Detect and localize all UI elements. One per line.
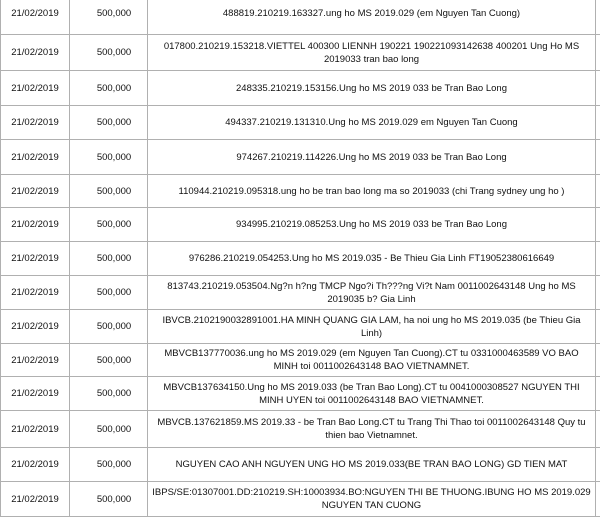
table-row	[1, 448, 600, 482]
row-edge	[596, 175, 600, 208]
table-row	[1, 35, 600, 71]
table-row	[1, 411, 600, 448]
table-row	[1, 310, 600, 344]
table-row	[1, 242, 600, 276]
row-edge	[596, 482, 600, 517]
row-edge	[596, 106, 600, 140]
row-edge	[596, 242, 600, 276]
row-description: 813743.210219.053504.Ng?n h?ng TMCP Ngo?i Th???ng Vi?t Nam 0011002643148 Ung ho MS 2019035 b? Gia Linh	[148, 276, 596, 310]
row-edge	[596, 35, 600, 71]
table-row	[1, 71, 600, 106]
table-row	[1, 175, 600, 208]
row-amount: 500,000	[70, 448, 148, 482]
row-amount: 500,000	[70, 276, 148, 310]
table-row	[1, 276, 600, 310]
row-description: MBVCB137634150.Ung ho MS 2019.033 (be Tran Bao Long).CT tu 0041000308527 NGUYEN THI MINH UYEN toi 0011002643148 BAO VIETNAMNET.	[148, 377, 596, 411]
row-description: 494337.210219.131310.Ung ho MS 2019.029 em Nguyen Tan Cuong	[148, 106, 596, 140]
row-date: 21/02/2019	[1, 276, 70, 310]
row-edge	[596, 71, 600, 106]
row-edge	[596, 377, 600, 411]
row-amount: 500,000	[70, 208, 148, 242]
row-description: 248335.210219.153156.Ung ho MS 2019 033 be Tran Bao Long	[148, 71, 596, 106]
row-edge	[596, 0, 600, 35]
row-date: 21/02/2019	[1, 411, 70, 448]
row-edge	[596, 344, 600, 377]
row-description: IBVCB.2102190032891001.HA MINH QUANG GIA LAM, ha noi ung ho MS 2019.035 (be Thieu Gia Linh)	[148, 310, 596, 344]
row-edge	[596, 310, 600, 344]
row-date: 21/02/2019	[1, 71, 70, 106]
row-description: 934995.210219.085253.Ung ho MS 2019 033 be Tran Bao Long	[148, 208, 596, 242]
row-amount: 500,000	[70, 344, 148, 377]
row-edge	[596, 411, 600, 448]
row-description: 974267.210219.114226.Ung ho MS 2019 033 be Tran Bao Long	[148, 140, 596, 175]
table-row	[1, 0, 600, 35]
row-edge	[596, 448, 600, 482]
row-description: MBVCB.137621859.MS 2019.33 - be Tran Bao Long.CT tu Trang Thi Thao toi 0011002643148 Quy tu thien bao Vietnamnet.	[148, 411, 596, 448]
row-date: 21/02/2019	[1, 140, 70, 175]
table-row	[1, 208, 600, 242]
row-date: 21/02/2019	[1, 310, 70, 344]
row-amount: 500,000	[70, 242, 148, 276]
row-edge	[596, 276, 600, 310]
row-date: 21/02/2019	[1, 377, 70, 411]
row-amount: 500,000	[70, 0, 148, 35]
row-date: 21/02/2019	[1, 106, 70, 140]
table-row	[1, 106, 600, 140]
row-description: NGUYEN CAO ANH NGUYEN UNG HO MS 2019.033(BE TRAN BAO LONG) GD TIEN MAT	[148, 448, 596, 482]
donation-table-body	[1, 0, 600, 517]
row-amount: 500,000	[70, 310, 148, 344]
row-amount: 500,000	[70, 175, 148, 208]
row-amount: 500,000	[70, 140, 148, 175]
row-description: MBVCB137770036.ung ho MS 2019.029 (em Nguyen Tan Cuong).CT tu 0331000463589 VO BAO MINH toi 0011002643148 BAO VIETNAMNET.	[148, 344, 596, 377]
row-description: IBPS/SE:01307001.DD:210219.SH:10003934.BO:NGUYEN THI BE THUONG.IBUNG HO MS 2019.029 NGUYEN TAN CUONG	[148, 482, 596, 517]
row-edge	[596, 208, 600, 242]
table-row	[1, 377, 600, 411]
row-amount: 500,000	[70, 106, 148, 140]
row-date: 21/02/2019	[1, 344, 70, 377]
row-amount: 500,000	[70, 411, 148, 448]
table-row	[1, 140, 600, 175]
table-row	[1, 482, 600, 517]
row-description: 017800.210219.153218.VIETTEL 400300 LIENNH 190221 190221093142638 400201 Ung Ho MS 2019033 tran bao long	[148, 35, 596, 71]
row-description: 110944.210219.095318.ung ho be tran bao long ma so 2019033 (chi Trang sydney ung ho )	[148, 175, 596, 208]
row-description: 488819.210219.163327.ung ho MS 2019.029 (em Nguyen Tan Cuong)	[148, 0, 596, 35]
row-amount: 500,000	[70, 35, 148, 71]
row-date: 21/02/2019	[1, 175, 70, 208]
table-row	[1, 344, 600, 377]
row-date: 21/02/2019	[1, 448, 70, 482]
row-date: 21/02/2019	[1, 208, 70, 242]
row-date: 21/02/2019	[1, 0, 70, 35]
row-date: 21/02/2019	[1, 35, 70, 71]
row-description: 976286.210219.054253.Ung ho MS 2019.035 - Be Thieu Gia Linh FT19052380616649	[148, 242, 596, 276]
row-date: 21/02/2019	[1, 242, 70, 276]
row-edge	[596, 140, 600, 175]
row-amount: 500,000	[70, 71, 148, 106]
row-amount: 500,000	[70, 377, 148, 411]
row-amount: 500,000	[70, 482, 148, 517]
row-date: 21/02/2019	[1, 482, 70, 517]
